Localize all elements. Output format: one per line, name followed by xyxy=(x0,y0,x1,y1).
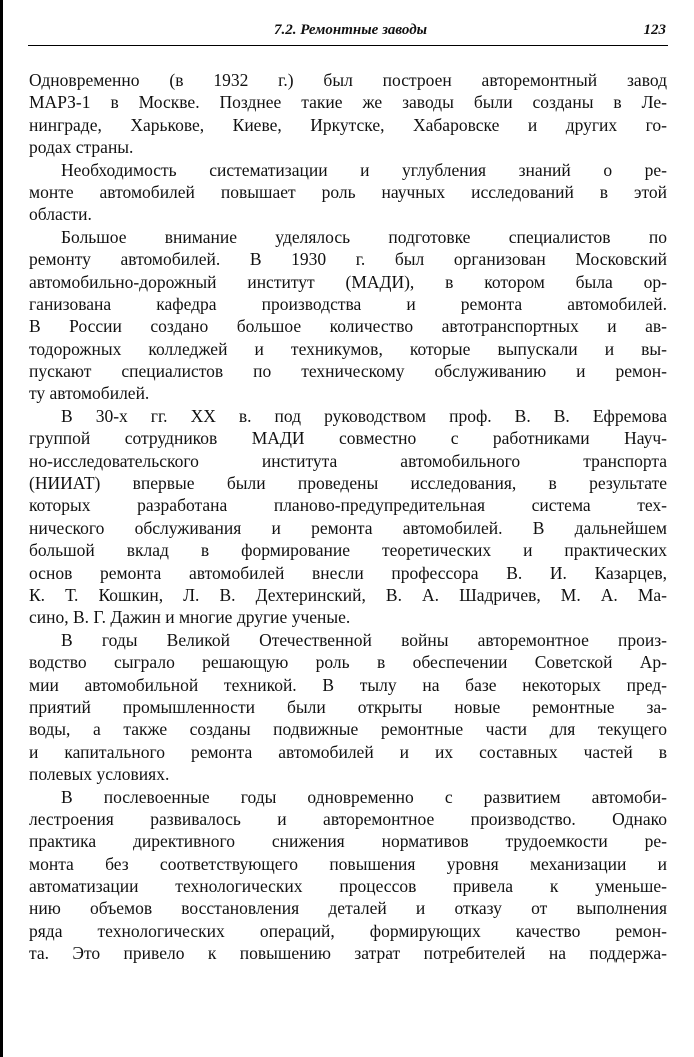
text-line: В послевоенные годы одновременно с развитием автомоби- xyxy=(61,786,667,807)
page-number: 123 xyxy=(643,22,666,38)
text-line: полевых условиях. xyxy=(29,764,170,785)
paragraph xyxy=(29,69,667,159)
text-line: К. Т. Кошкин, Л. В. Дехтеринский, В. А. Шадричев, М. А. Ма- xyxy=(29,584,667,605)
paragraph xyxy=(29,159,667,226)
text-line: монта без соответствующего повышения уровня механизации и xyxy=(29,853,667,874)
text-line: нию объемов восстановления деталей и отказу от выполнения xyxy=(29,898,667,919)
text-line: Большое внимание уделялось подготовке специалистов по xyxy=(61,226,667,247)
text-line: В 30-х гг. XX в. под руководством проф. В. В. Ефремова xyxy=(61,405,667,426)
text-line: мии автомобильной техникой. В тылу на базе некоторых пред- xyxy=(29,674,667,695)
text-line: нического обслуживания и ремонта автомобилей. В дальнейшем xyxy=(29,517,667,538)
paragraph xyxy=(29,629,667,786)
text-line: Необходимость систематизации и углубления знаний о ре- xyxy=(61,159,667,180)
text-line: МАРЗ-1 в Москве. Позднее такие же заводы были созданы в Ле- xyxy=(29,92,667,113)
text-line: нинграде, Харькове, Киеве, Иркутске, Хабаровске и других го- xyxy=(29,114,667,135)
text-line: водство сыграло решающую роль в обеспечении Советской Ар- xyxy=(29,652,667,673)
text-line: приятий промышленности были открыты новые ремонтные за- xyxy=(29,696,667,717)
body-text xyxy=(29,69,667,965)
text-line: ремонту автомобилей. В 1930 г. был организован Московский xyxy=(29,249,667,270)
text-line: области. xyxy=(29,204,92,225)
text-line: но-исследовательского института автомобильного транспорта xyxy=(29,450,667,471)
text-line: ту автомобилей. xyxy=(29,383,150,404)
text-line: монте автомобилей повышает роль научных исследований в этой xyxy=(29,181,667,202)
text-line: которых разработана планово-предупредительная система тех- xyxy=(29,495,667,516)
text-line: родах страны. xyxy=(29,137,134,158)
text-line: и капитального ремонта автомобилей и их составных частей в xyxy=(29,741,667,762)
text-line: лестроения развивалось и авторемонтное производство. Однако xyxy=(29,808,667,829)
text-line: автомобильно-дорожный институт (МАДИ), в котором была ор- xyxy=(29,271,667,292)
running-title: 7.2. Ремонтные заводы xyxy=(274,22,428,38)
text-line: воды, а также созданы подвижные ремонтные части для текущего xyxy=(29,719,667,740)
text-line: основ ремонта автомобилей внесли профессора В. И. Казарцев, xyxy=(29,562,667,583)
text-line: практика директивного снижения нормативов трудоемкости ре- xyxy=(29,831,667,852)
text-line: пускают специалистов по техническому обслуживанию и ремон- xyxy=(29,361,667,382)
text-line: большой вклад в формирование теоретических и практических xyxy=(29,540,667,561)
text-line: Одновременно (в 1932 г.) был построен авторемонтный завод xyxy=(29,70,667,90)
paragraph xyxy=(29,405,667,629)
paragraph xyxy=(29,786,667,965)
text-line: В России создано большое количество автотранспортных и ав- xyxy=(29,316,667,337)
page-edge-rule xyxy=(0,0,3,1057)
text-line: та. Это привело к повышению затрат потребителей на поддержа- xyxy=(29,943,667,964)
text-line: В годы Великой Отечественной войны авторемонтное произ- xyxy=(61,629,667,650)
text-line: тодорожных колледжей и техникумов, которые выпускали и вы- xyxy=(29,338,667,359)
paragraph xyxy=(29,226,667,405)
text-line: ганизована кафедра производства и ремонта автомобилей. xyxy=(29,293,667,314)
text-line: ряда технологических операций, формирующих качество ремон- xyxy=(29,920,667,941)
text-line: (НИИАТ) впервые были проведены исследования, в результате xyxy=(29,473,667,494)
text-line: автоматизации технологических процессов привела к уменьше- xyxy=(29,876,667,897)
page-header xyxy=(28,19,668,46)
text-line: сино, В. Г. Дажин и многие другие ученые. xyxy=(29,607,351,628)
text-line: группой сотрудников МАДИ совместно с работниками Науч- xyxy=(29,428,667,449)
